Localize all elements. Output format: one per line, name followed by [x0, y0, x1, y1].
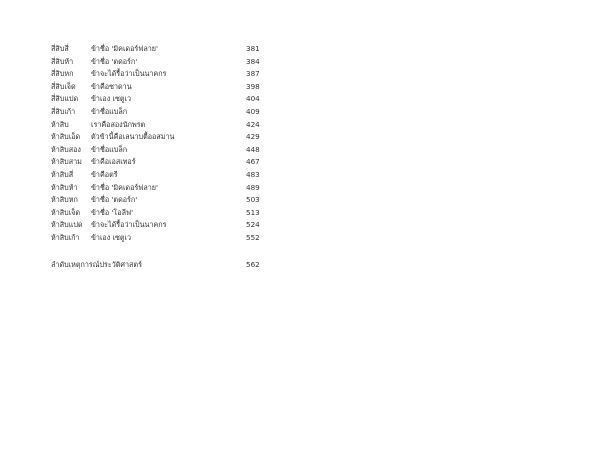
page-number: 552 [246, 232, 260, 242]
chapter-number: ห้าสิบสาม [51, 157, 82, 167]
chapter-number: สี่สิบสี่ [51, 44, 69, 53]
toc-entry [51, 169, 266, 182]
page-number: 409 [246, 106, 260, 116]
page-number: 448 [246, 144, 260, 154]
chapter-title: ข้าจะได้รื้อว่าเป็นนาคกร [91, 69, 167, 79]
chapter-number: สี่สิบแปด [51, 94, 79, 104]
page-number: 429 [246, 132, 260, 142]
page-number: 384 [246, 56, 260, 66]
chapter-number: ห้าสิบเก้า [51, 232, 80, 242]
toc-entry [51, 93, 266, 106]
chapter-title: ตัวข้านี้คือเลนาบตื้ออสมาน [91, 132, 175, 142]
page-number: 467 [246, 157, 260, 167]
chapter-number: ห้าสิบ [51, 119, 69, 129]
chapter-title: ข้าชื่อ 'มิคเดอร์ฟลาย' [91, 44, 158, 53]
toc-entry [51, 144, 266, 157]
chapter-title: ข้าชื่อแบล็ก [91, 106, 128, 116]
toc-entry [51, 182, 266, 195]
page-number: 524 [246, 220, 260, 230]
chapter-number: ห้าสิบเจ็ด [51, 207, 81, 217]
chapter-title: ข้าจะได้รื้อว่าเป็นนาคกร [91, 220, 167, 230]
toc-entry [51, 56, 266, 69]
page-number: 424 [246, 119, 260, 129]
chapter-title: ข้าชื่อแบล็ก [91, 144, 128, 154]
page-number: 513 [246, 207, 260, 217]
chapter-number: สี่สิบห้า [51, 56, 74, 66]
toc-entry [51, 219, 266, 232]
page-number: 562 [246, 260, 260, 269]
chapter-title: ข้าชื่อ 'โอลีฟ' [91, 207, 134, 217]
chapter-title: เราคือสองนักพรต [91, 119, 146, 129]
chapter-title: ข้าเอง เซตูเว [91, 232, 132, 242]
chapter-number: ห้าสิบสี่ [51, 169, 74, 179]
chapter-number: ห้าสิบแปด [51, 220, 83, 230]
chapter-title: ข้าคือเอสเทอร์ [91, 157, 136, 167]
page-number: 387 [246, 69, 260, 79]
chapter-number: สี่สิบเก้า [51, 106, 76, 116]
table-of-contents [51, 43, 266, 245]
chapter-title: ข้าเอง เซตูเว [91, 94, 132, 104]
page-number: 404 [246, 94, 260, 104]
chapter-number: ห้าสิบหก [51, 195, 78, 205]
toc-entry [51, 81, 266, 94]
page-number: 503 [246, 195, 260, 205]
toc-entry [51, 232, 266, 245]
chapter-number: ห้าสิบเอ็ด [51, 132, 81, 142]
toc-entry [51, 43, 266, 56]
toc-entry [51, 194, 266, 207]
toc-entry-timeline [51, 259, 266, 272]
chapter-title: ข้าชื่อ 'ตดอร์ก' [91, 56, 138, 66]
page-number: 483 [246, 169, 260, 179]
chapter-number: สี่สิบเจ็ด [51, 81, 76, 91]
page-number: 489 [246, 182, 260, 192]
toc-entry [51, 119, 266, 132]
chapter-number: สี่สิบหก [51, 69, 74, 79]
toc-entry [51, 131, 266, 144]
timeline-title: ลำดับเหตุการณ์ประวัติศาสตร์ [51, 260, 142, 269]
chapter-title: ข้าชื่อ 'มิคเดอร์ฟลาย' [91, 182, 158, 192]
chapter-title: ข้าคือซาดาน [91, 81, 132, 91]
toc-entry [51, 106, 266, 119]
chapter-number: ห้าสิบห้า [51, 182, 78, 192]
page-number: 398 [246, 81, 260, 91]
page-number: 381 [246, 44, 260, 53]
toc-entry [51, 207, 266, 220]
chapter-title: ข้าคือตรี [91, 169, 118, 179]
toc-entry [51, 156, 266, 169]
toc-entry [51, 68, 266, 81]
chapter-title: ข้าชื่อ 'ตดอร์ก' [91, 195, 138, 205]
chapter-number: ห้าสิบสอง [51, 144, 81, 154]
